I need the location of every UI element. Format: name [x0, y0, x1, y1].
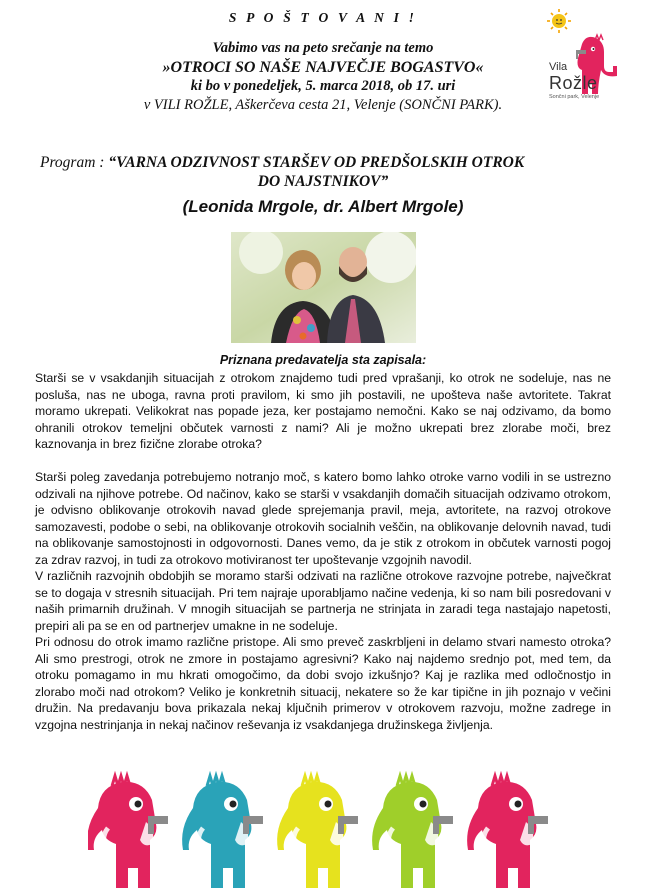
elephant-mascot-icon — [467, 776, 548, 888]
event-date: ki bo v ponedeljek, 5. marca 2018, ob 17. uri — [190, 78, 456, 94]
elephant-mascot-icon — [277, 776, 358, 888]
logo-text-tagline: Sončni park, Velenje — [549, 94, 600, 100]
elephant-mascot-icon — [88, 776, 168, 888]
sun-icon — [547, 9, 571, 33]
paragraph-2: Starši poleg zavedanja potrebujemo notranjo moč, s katero bomo lahko otroke varno vodili in se ustrezno odzivali na njihove potrebe. Od načinov, kako se starši v vsakdanjih domačih situacijah odzivamo otrokom, je odvisno oblikovanje otrokovih navad glede sprejemanja pravil, meja, avtoritete, na razvoj otrokove samozavesti, podobe o sebi, na oblikovanje otrokovih socialnih veščin, na oblikovanje delovnih navad, tudi na oblikovanje samostojnosti in odgovornosti. Danes vemo, da je stik z otrokom in občutek varnosti pogoj za zdrav razvoj, in tudi za otrokovo motiviranost ter upoštevanje vzgojnih navodil. — [35, 470, 611, 567]
program-lead: Program : — [40, 154, 109, 171]
paragraph-4: Pri odnosu do otrok imamo različne pristope. Ali smo preveč zaskrbljeni in delamo stvari namesto otroka? Ali smo prestrogi, otrok ne zmore in postajamo agresivni? Kako naj najdemo srednjo pot, med tem, da otroku pomagamo in mu hkrati omogočimo, da dobi svojo izkušnjo? Kaj je razlika med odločnostjo in zlorabo moči nad otrokom? Veliko je konkretnih situacij, nekatere so že kar tipične in jih poznajo v večini družin. Na predavanju bova prikazala nekaj ključnih primerov v otrokovem razvoju, možne zadrege in vzgojna nestrinjanja in nekaj načinov reševanja iz vsakdanjega družinskega življenja. — [35, 635, 611, 732]
logo-text-rozle: Rožle — [549, 73, 598, 93]
speakers-photo — [231, 232, 416, 343]
event-venue: v VILI ROŽLE, Aškerčeva cesta 21, Velenje (SONČNI PARK). — [143, 97, 503, 113]
paragraph-1: Starši se v vsakdanjih situacijah z otrokom znajdemo tudi pred vprašanji, ko otrok ne sodeluje, nas ne posluša, nas ne uboga, ravna proti pravilom, ki smo jih postavili, ne upošteva naše avtoritete. Takrat moramo ukrepati. Velikokrat nas popade jeza, ker postajamo nemočni. Kako se naj odzivamo, da bomo ohranili otrokov temeljni občutek varnosti z nami? Ali je možno ukrepati brez zlorabe moči, brez kaznovanja in brez fizične zlorabe otroka? — [35, 371, 611, 451]
program-line — [40, 153, 600, 173]
event-title: »OTROCI SO NAŠE NAJVEČJE BOGASTVO« — [162, 59, 484, 76]
elephant-mascots — [88, 768, 563, 893]
article-subheading: Priznana predavatelja sta zapisala: — [219, 353, 427, 367]
article-body — [35, 370, 611, 733]
greeting-heading: S P O Š T O V A N I ! — [228, 10, 418, 25]
paragraph-3: V različnih razvojnih obdobjih se moramo starši odzivati na različne otrokove razvojne potrebe, največkrat se to dogaja v stresnih situacijah. Pri tem najraje uporabljamo načine vedenja, ki so nam bili posredovani v naših primarnih družinah. V mnogih situacijah se partnerja ne strinjata in zaradi tega nastajajo napetosti, prepiri ali pa se en od partnerjev umakne in ne sodeluje. — [35, 569, 611, 633]
program-title-line2: DO NAJSTNIKOV” — [257, 173, 389, 190]
invite-line: Vabimo vas na peto srečanje na temo — [212, 40, 434, 56]
logo-text-vila: Vila — [549, 61, 568, 73]
program-title-line1: “VARNA ODZIVNOST STARŠEV OD PREDŠOLSKIH OTROK — [108, 154, 525, 171]
speakers: (Leonida Mrgole, dr. Albert Mrgole) — [182, 197, 464, 216]
elephant-mascot-icon — [182, 776, 263, 888]
elephant-mascot-icon — [372, 776, 453, 888]
